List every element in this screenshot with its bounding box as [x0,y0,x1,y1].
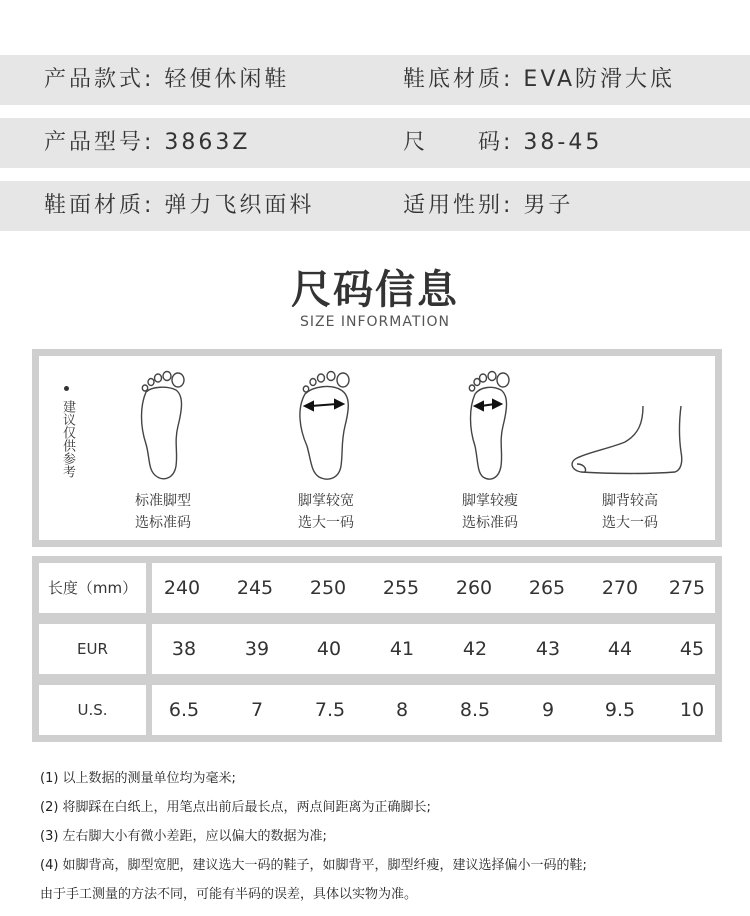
spec-value: 38-45 [523,130,603,155]
size-cell: 10 [679,699,705,721]
spec-value: 男子 [523,193,574,218]
foot-item-high-instep [555,366,705,536]
caption-line2: 选大一码 [298,515,354,531]
table-row-length [39,563,715,613]
foot-caption [415,490,565,534]
foot-caption [251,490,401,534]
row-values [152,563,715,613]
size-cell: 6.5 [168,699,200,721]
high-instep-icon [555,366,705,486]
narrow-foot-icon [415,366,565,486]
size-cell: 245 [236,577,274,599]
table-row-us [39,685,715,735]
spec-row-model [0,118,750,168]
spec-sole [403,55,675,105]
row-values [152,685,715,735]
size-cell: 270 [601,577,639,599]
size-cell: 250 [309,577,347,599]
foot-caption [88,490,238,534]
foot-guide-inner [39,356,715,540]
caption-line2: 选大一码 [602,515,658,531]
size-cell: 44 [607,638,633,660]
size-cell: 7.5 [314,699,346,721]
foot-guide-panel [32,349,722,547]
size-cell: 9 [541,699,555,721]
size-cell: 265 [528,577,566,599]
note-item: (3) 左右脚大小有微小差距，应以偏大的数据为准; [40,829,327,844]
spec-size [403,118,602,168]
spec-label: 产品款式: [44,67,155,92]
spec-label: 适用性别: [403,193,514,218]
caption-line2: 选标准码 [462,515,518,531]
section-subtitle: SIZE INFORMATION [299,314,451,330]
spec-style [44,55,289,105]
size-cell: 255 [382,577,420,599]
spec-gender [403,181,573,231]
spec-value: EVA防滑大底 [523,67,676,92]
size-cell: 45 [679,638,705,660]
section-title: 尺码信息 [291,267,459,313]
spec-label: 鞋底材质: [403,67,514,92]
caption-line1: 脚背较高 [602,493,658,509]
foot-item-wide [251,366,401,536]
foot-item-narrow [415,366,565,536]
spec-label: 鞋面材质: [44,193,155,218]
size-cell: 8 [395,699,409,721]
caption-line1: 脚掌较瘦 [462,493,518,509]
note-item: (4) 如脚背高，脚型宽肥，建议选大一码的鞋子，如脚背平，脚型纤瘦，建议选择偏小一码的鞋; [40,858,587,873]
size-cell: 43 [535,638,561,660]
guide-note: 建议仅供参考 [60,400,75,478]
caption-line1: 脚掌较宽 [298,493,354,509]
standard-foot-icon [88,366,238,486]
size-cell: 42 [462,638,488,660]
size-cell: 9.5 [604,699,636,721]
size-cell: 275 [668,577,706,599]
row-header: U.S. [39,685,146,735]
size-cell: 41 [389,638,415,660]
spec-model [44,118,250,168]
spec-label: 尺 码: [403,130,514,155]
spec-row-upper [0,181,750,231]
spec-label: 产品型号: [44,130,155,155]
row-values [152,624,715,674]
size-cell: 240 [163,577,201,599]
row-header: 长度（mm） [39,563,146,613]
table-row-eur [39,624,715,674]
measurement-notes [40,764,740,909]
size-cell: 8.5 [459,699,491,721]
spec-value: 3863Z [164,130,251,155]
size-cell: 39 [244,638,270,660]
spec-value: 轻便休闲鞋 [164,67,290,92]
size-table [32,556,722,742]
note-item: (2) 将脚踩在白纸上，用笔点出前后最长点，两点间距离为正确脚长; [40,800,431,815]
bullet-dot [64,386,69,391]
spec-value: 弹力飞织面料 [164,193,315,218]
spec-upper [44,181,314,231]
size-cell: 38 [171,638,197,660]
size-cell: 40 [316,638,342,660]
row-header: EUR [39,624,146,674]
foot-item-standard [88,366,238,536]
caption-line2: 选标准码 [135,515,191,531]
note-item: 由于手工测量的方法不同，可能有半码的误差，具体以实物为准。 [40,887,418,902]
size-cell: 7 [250,699,264,721]
note-item: (1) 以上数据的测量单位均为毫米; [40,771,236,786]
caption-line1: 标准脚型 [135,493,191,509]
foot-caption [555,490,705,534]
spec-row-style [0,55,750,105]
size-cell: 260 [455,577,493,599]
wide-foot-icon [251,366,401,486]
